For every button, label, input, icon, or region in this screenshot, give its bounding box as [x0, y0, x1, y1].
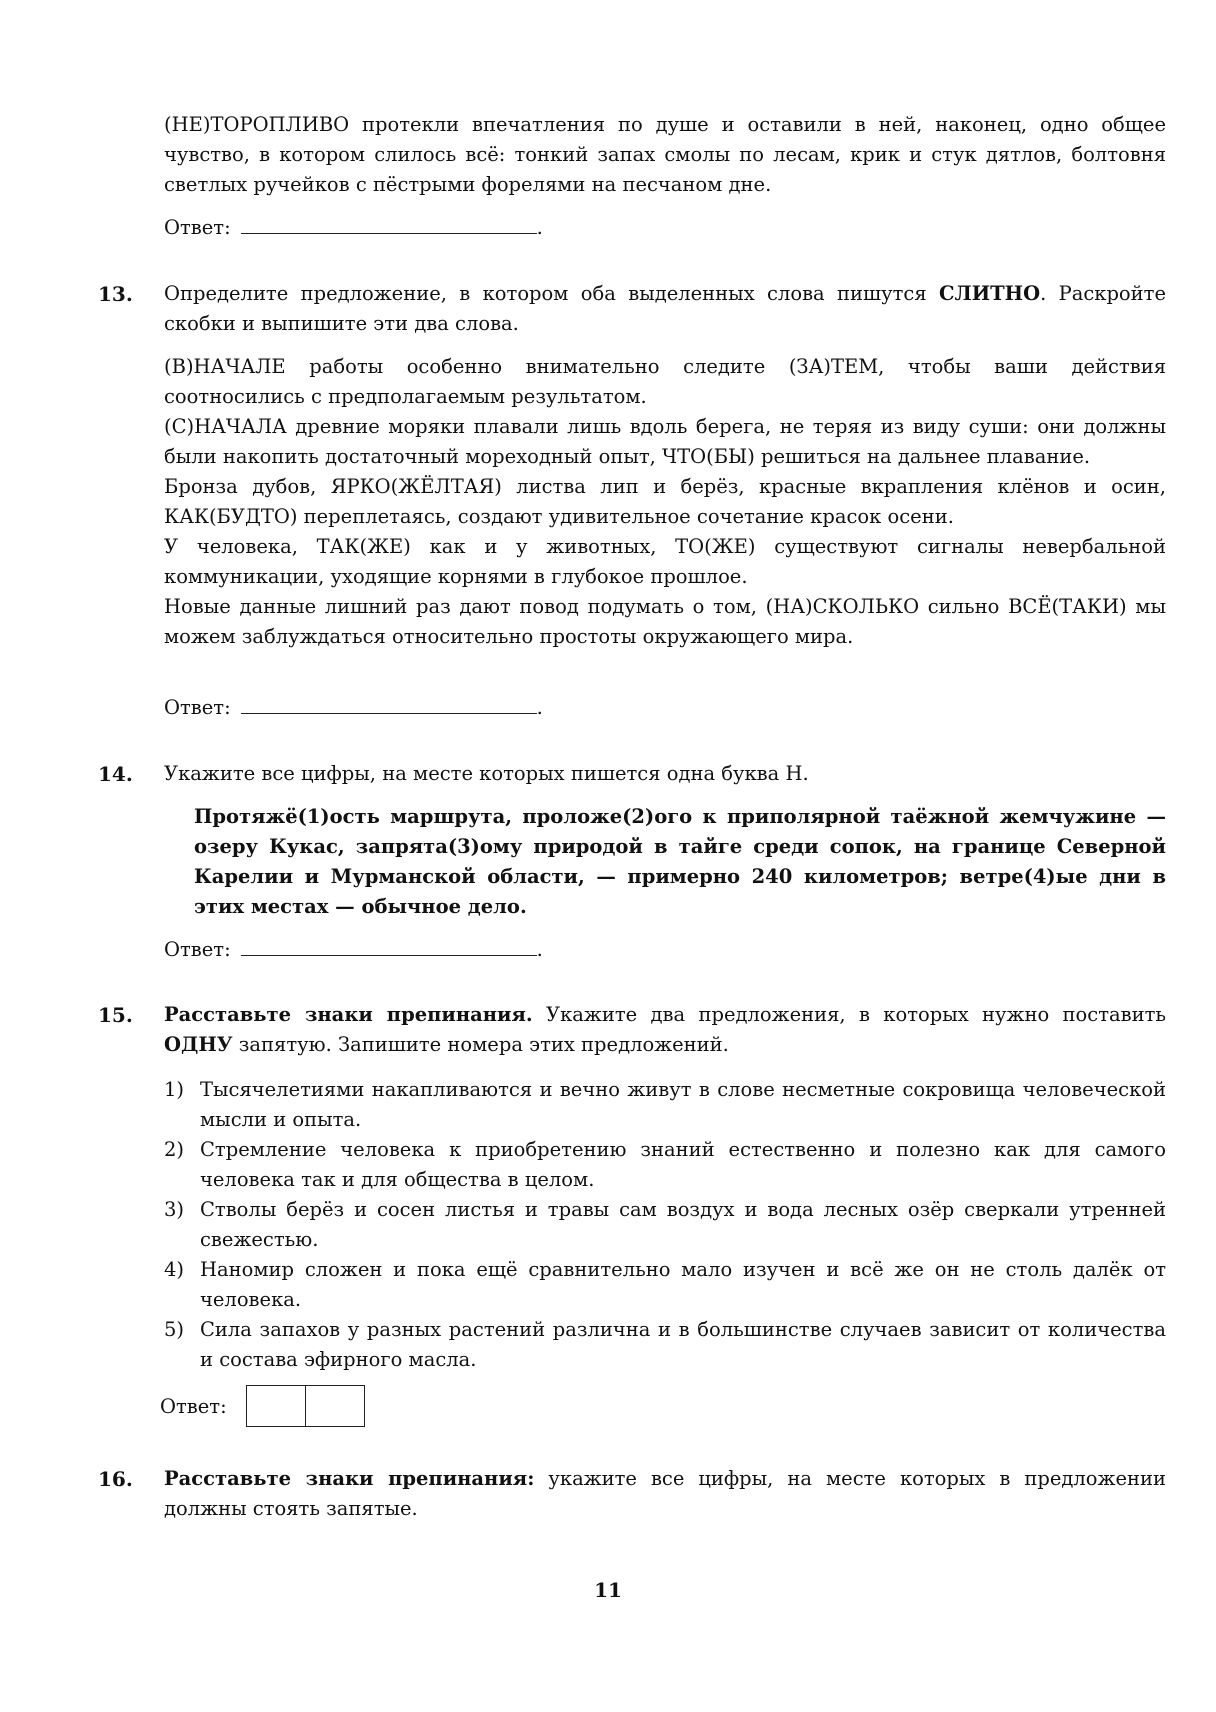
answer-label: Ответ:: [164, 216, 231, 239]
option-index: 4): [164, 1258, 185, 1281]
q15-prompt-bold2: ОДНУ: [164, 1033, 233, 1056]
option-index: 2): [164, 1138, 185, 1161]
q15-option-5: [164, 1315, 1166, 1375]
q13-sentences: [164, 352, 1166, 652]
q14-prompt: [164, 759, 1166, 789]
q15-option-1: [164, 1075, 1166, 1135]
q15-option-4: [164, 1255, 1166, 1315]
q14-passage: [194, 802, 1166, 922]
page-number: 11: [594, 1578, 622, 1602]
q14-prompt-text: Укажите все цифры, на месте которых пишется одна буква Н.: [164, 762, 809, 785]
answer-box-2[interactable]: [306, 1385, 365, 1427]
q16-prompt-rest: укажите все цифры, на месте которых в предложении должны стоять запятые.: [164, 1467, 1166, 1520]
q16-prompt-bold: Расставьте знаки препинания:: [164, 1467, 535, 1490]
option-text: Тысячелетиями накапливаются и вечно живут в слове несметные сокровища человеческой мысли и опыта.: [200, 1078, 1166, 1131]
option-index: 3): [164, 1198, 185, 1221]
q13-sentence-1: (В)НАЧАЛЕ работы особенно внимательно следите (ЗА)ТЕМ, чтобы ваши действия соотносились с предполагаемым результатом.: [164, 355, 1166, 408]
q13-answer: Ответ: .: [164, 693, 543, 723]
q13-sentence-3: Бронза дубов, ЯРКО(ЖЁЛТАЯ) листва лип и берёз, красные вкрапления клёнов и осин, КАК(БУДТО) переплетаясь, создают удивительное сочетание красок осени.: [164, 475, 1166, 528]
q16-prompt: [164, 1464, 1166, 1524]
q12-answer: Ответ: .: [164, 213, 543, 243]
q15-option-2: [164, 1135, 1166, 1195]
q15-option-3: [164, 1195, 1166, 1255]
q15-number: 15.: [98, 1003, 133, 1027]
q12-sentence-text: (НЕ)ТОРОПЛИВО протекли впечатления по душе и оставили в ней, наконец, одно общее чувство, в котором слилось всё: тонкий запах смолы по лесам, крик и стук дятлов, болтовня светлых ручейков с пёстрыми форелями на песчаном дне.: [164, 113, 1166, 196]
q14-number: 14.: [98, 762, 133, 786]
answer-line[interactable]: [241, 693, 537, 714]
q14-answer: Ответ: .: [164, 935, 543, 965]
q13-prompt: [164, 279, 1166, 339]
option-text: Стремление человека к приобретению знаний естественно и полезно как для самого человека так и для общества в целом.: [200, 1138, 1166, 1191]
option-text: Стволы берёз и сосен листья и травы сам воздух и вода лесных озёр сверкали утренней свежестью.: [200, 1198, 1166, 1251]
q13-sentence-2: (С)НАЧАЛА древние моряки плавали лишь вдоль берега, не теряя из виду суши: они должны были накопить достаточный мореходный опыт, ЧТО(БЫ) решиться на дальнее плавание.: [164, 415, 1166, 468]
q16-number: 16.: [98, 1467, 133, 1491]
answer-box-1[interactable]: [246, 1385, 306, 1427]
answer-line[interactable]: [241, 935, 537, 956]
q15-prompt-bold: Расставьте знаки препинания.: [164, 1003, 533, 1026]
q13-prompt-end: . Раскройте скобки и выпишите эти два слова.: [164, 282, 1166, 335]
q12-sentence: [164, 110, 1166, 200]
q14-passage-text: Протяжё(1)ость маршрута, проложе(2)ого к приполярной таёжной жемчужине — озеру Кукас, запрята(3)ому природой в тайге среди сопок, на границе Северной Карелии и Мурманской области, — примерно 240 километров; ветре(4)ые дни в этих местах — обычное дело.: [194, 805, 1166, 918]
answer-label: Ответ:: [164, 938, 231, 961]
q13-sentence-4: У человека, ТАК(ЖЕ) как и у животных, ТО(ЖЕ) существуют сигналы невербальной коммуникации, уходящие корнями в глубокое прошлое.: [164, 535, 1166, 588]
q13-prompt-bold: СЛИТНО: [938, 282, 1041, 305]
q15-prompt-end: запятую. Запишите номера этих предложений.: [232, 1033, 729, 1056]
option-index: 5): [164, 1318, 185, 1341]
q13-prompt-start: Определите предложение, в котором оба выделенных слова пишутся: [164, 282, 939, 305]
q15-answer-label: Ответ:: [160, 1395, 227, 1418]
answer-line[interactable]: [241, 213, 537, 234]
q15-answer-boxes: [246, 1385, 365, 1427]
q15-prompt-rest: Укажите два предложения, в которых нужно поставить: [532, 1003, 1166, 1026]
q15-options: [164, 1075, 1166, 1375]
q13-number: 13.: [98, 282, 133, 306]
q13-sentence-5: Новые данные лишний раз дают повод подумать о том, (НА)СКОЛЬКО сильно ВСЁ(ТАКИ) мы можем заблуждаться относительно простоты окружающего мира.: [164, 595, 1166, 648]
q15-prompt: [164, 1000, 1166, 1060]
option-index: 1): [164, 1078, 185, 1101]
option-text: Наномир сложен и пока ещё сравнительно мало изучен и всё же он не столь далёк от человека.: [200, 1258, 1166, 1311]
option-text: Сила запахов у разных растений различна и в большинстве случаев зависит от количества и состава эфирного масла.: [200, 1318, 1166, 1371]
answer-label: Ответ:: [164, 696, 231, 719]
